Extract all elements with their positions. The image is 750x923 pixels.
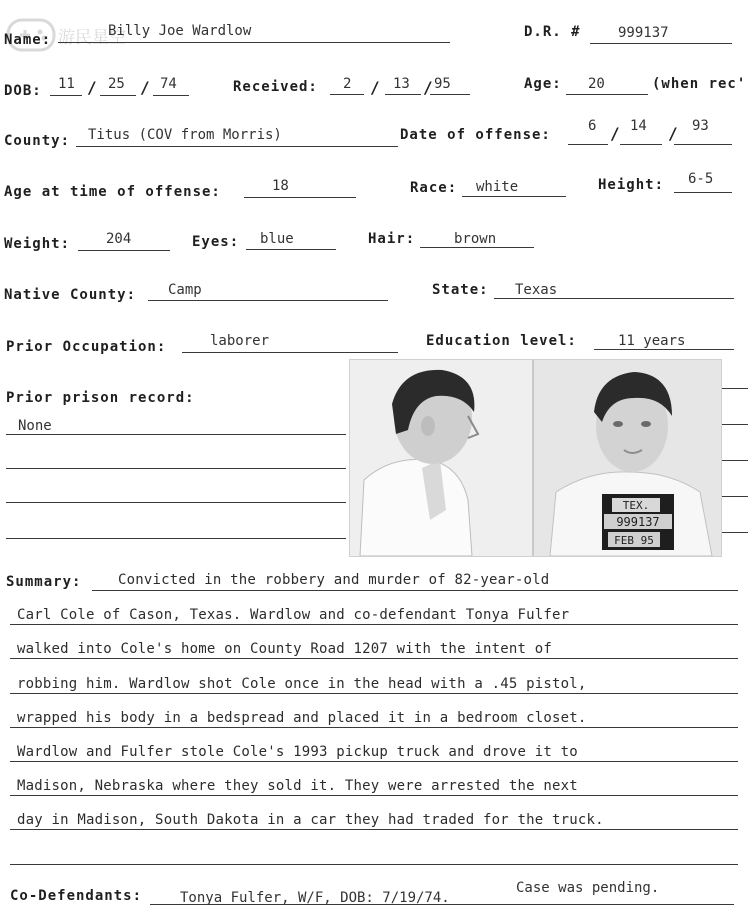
placard-line1: TEX.	[622, 499, 650, 512]
received-month-line	[330, 94, 364, 95]
name-value: Billy Joe Wardlow	[108, 23, 252, 39]
watermark-text: 游民星空	[58, 28, 126, 48]
age-offense-label: Age at time of offense:	[4, 184, 221, 200]
co-defendants-label: Co-Defendants:	[10, 888, 143, 904]
native-county-line	[148, 300, 388, 301]
age-value: 20	[588, 76, 605, 92]
dob-month-line	[50, 95, 82, 96]
state-value: Texas	[515, 282, 558, 298]
summary-line-6: Wardlow and Fulfer stole Cole's 1993 pickup truck and drove it to	[17, 744, 578, 760]
height-label: Height:	[598, 177, 665, 193]
age-note: (when rec'	[652, 76, 747, 92]
eyes-line	[246, 249, 336, 250]
prison-line-4	[6, 538, 346, 539]
prison-line-2	[6, 468, 346, 469]
state-label: State:	[432, 282, 489, 298]
dob-day: 25	[108, 76, 125, 92]
prison-record-label: Prior prison record:	[6, 390, 195, 406]
mugshot-image	[350, 360, 721, 556]
education-value: 11 years	[618, 333, 686, 349]
height-value: 6-5	[688, 171, 714, 187]
height-line	[674, 192, 732, 193]
state-line	[494, 298, 734, 299]
hair-value: brown	[454, 231, 497, 247]
age-offense-line	[244, 197, 356, 198]
summary-line-1: Convicted in the robbery and murder of 82-year-old	[118, 572, 550, 588]
offense-date-month: 6	[588, 118, 597, 134]
occupation-label: Prior Occupation:	[6, 339, 167, 355]
prison-record-value: None	[18, 418, 52, 434]
dob-label: DOB:	[4, 83, 42, 99]
offense-day-line	[620, 144, 662, 145]
prison-line-1	[6, 434, 346, 435]
education-label: Education level:	[426, 333, 577, 349]
summary-line-8: day in Madison, South Dakota in a car they had traded for the truck.	[17, 812, 604, 828]
county-label: County:	[4, 133, 71, 149]
county-line	[76, 146, 398, 147]
offense-year-line	[674, 144, 732, 145]
eyes-value: blue	[260, 231, 294, 247]
offense-date-label: Date of offense:	[400, 127, 551, 143]
hair-label: Hair:	[368, 231, 416, 247]
received-label: Received:	[233, 79, 318, 95]
co-defendants-note: Case was pending.	[516, 880, 660, 896]
mugshot-photo	[349, 359, 722, 557]
dob-year-line	[153, 95, 189, 96]
prison-line-3	[6, 502, 346, 503]
dob-year: 74	[160, 76, 177, 92]
occupation-value: laborer	[210, 333, 270, 349]
placard-line2: 999137	[616, 515, 660, 529]
co-defendants-line	[150, 904, 734, 905]
weight-value: 204	[106, 231, 132, 247]
native-county-label: Native County:	[4, 287, 137, 303]
education-line	[594, 349, 734, 350]
summary-line-4: robbing him. Wardlow shot Cole once in the head with a .45 pistol,	[17, 676, 587, 692]
received-day-line	[385, 94, 421, 95]
co-defendants-value: Tonya Fulfer, W/F, DOB: 7/19/74.	[180, 890, 450, 906]
offense-date-day: 14	[630, 118, 647, 134]
hair-line	[420, 247, 534, 248]
name-line	[58, 42, 450, 43]
race-label: Race:	[410, 180, 458, 196]
summary-line-2: Carl Cole of Cason, Texas. Wardlow and co-defendant Tonya Fulfer	[17, 607, 570, 623]
name-label: Name:	[4, 32, 52, 48]
received-month: 2	[343, 76, 352, 92]
native-county-value: Camp	[168, 282, 202, 298]
age-label: Age:	[524, 76, 562, 92]
race-line	[462, 196, 566, 197]
county-value: Titus (COV from Morris)	[88, 127, 282, 143]
received-year: 95	[434, 76, 451, 92]
weight-line	[78, 250, 170, 251]
dr-label: D.R. #	[524, 24, 581, 40]
placard-line3: FEB 95	[614, 534, 654, 547]
received-year-line	[430, 94, 470, 95]
summary-line-5: wrapped his body in a bedspread and placed it in a bedroom closet.	[17, 710, 587, 726]
eyes-label: Eyes:	[192, 234, 240, 250]
age-offense-value: 18	[272, 178, 289, 194]
dob-day-line	[100, 95, 136, 96]
dr-line	[590, 43, 732, 44]
summary-line-7: Madison, Nebraska where they sold it. They were arrested the next	[17, 778, 578, 794]
weight-label: Weight:	[4, 236, 71, 252]
occupation-line	[182, 352, 398, 353]
offense-date-year: 93	[692, 118, 709, 134]
race-value: white	[476, 179, 519, 195]
dr-value: 999137	[618, 25, 669, 41]
summary-label: Summary:	[6, 574, 82, 590]
dob-month: 11	[58, 76, 75, 92]
age-line	[566, 94, 648, 95]
received-day: 13	[393, 76, 410, 92]
summary-line-3: walked into Cole's home on County Road 1207 with the intent of	[17, 641, 552, 657]
offense-month-line	[568, 144, 608, 145]
